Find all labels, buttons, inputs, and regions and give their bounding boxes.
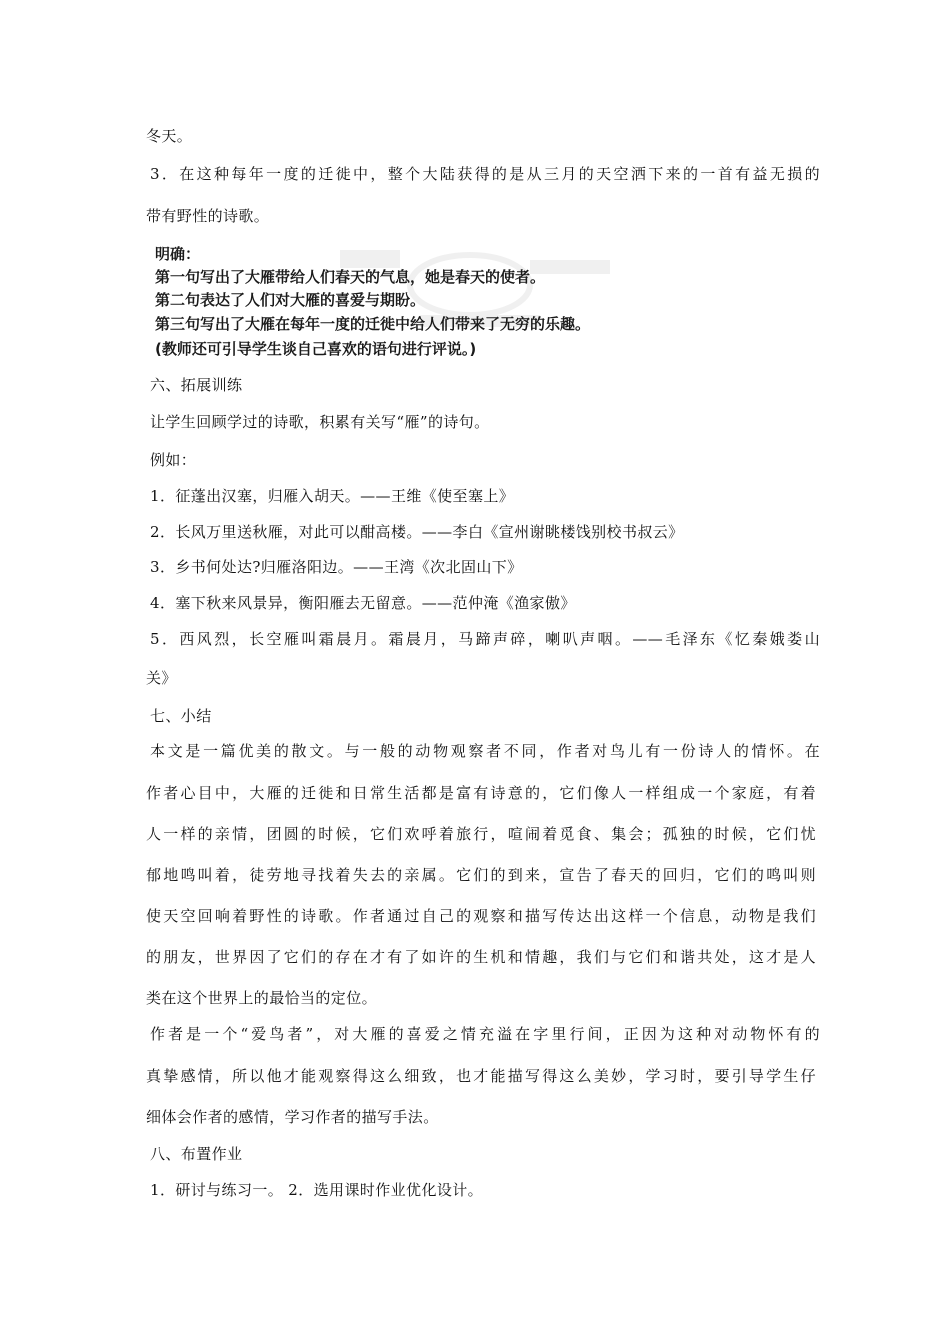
text-line: 细体会作者的感情，学习作者的描写手法。 [146, 1108, 439, 1126]
poem-line: 3．乡书何处达?归雁洛阳边。——王湾《次北固山下》 [150, 558, 523, 576]
poem-line: 2．长风万里送秋雁，对此可以酣高楼。——李白《宣州谢眺楼饯别校书叔云》 [150, 523, 684, 541]
text-line: 例如： [150, 451, 197, 469]
answer-title: 明确： [155, 245, 201, 263]
answer-line: 第一句写出了大雁带给人们春天的气息，她是春天的使者。 [155, 268, 546, 286]
section-heading: 七、小结 [150, 707, 212, 725]
text-line: 的朋友，世界因了它们的存在才有了如许的生机和情趣，我们与它们和谐共处，这才是人 [146, 948, 816, 966]
text-line: 3．在这种每年一度的迁徙中，整个大陆获得的是从三月的天空洒下来的一首有益无损的 [150, 165, 820, 183]
text-line: 郁地鸣叫着，徒劳地寻找着失去的亲属。它们的到来，宣告了春天的回归，它们的鸣叫则 [146, 866, 816, 884]
poem-line: 关》 [146, 669, 177, 687]
text-line: 1．研讨与练习一。 2．选用课时作业优化设计。 [150, 1181, 484, 1199]
answer-line: 第二句表达了人们对大雁的喜爱与期盼。 [155, 291, 426, 309]
text-line: 类在这个世界上的最恰当的定位。 [146, 989, 378, 1007]
text-line: 带有野性的诗歌。 [146, 207, 270, 225]
text-line: 使天空回响着野性的诗歌。作者通过自己的观察和描写传达出这样一个信息，动物是我们 [146, 907, 816, 925]
section-heading: 六、拓展训练 [150, 376, 243, 394]
answer-line: (教师还可引导学生谈自己喜欢的语句进行评说。) [155, 340, 477, 358]
text-line: 人一样的亲情，团圆的时候，它们欢呼着旅行，喧闹着觅食、集会；孤独的时候，它们忧 [146, 825, 816, 843]
section-heading: 八、布置作业 [150, 1145, 243, 1163]
poem-line: 5．西风烈，长空雁叫霜晨月。霜晨月，马蹄声碎，喇叭声咽。——毛泽东《忆秦娥娄山 [150, 630, 820, 648]
poem-line: 1．征蓬出汉塞，归雁入胡天。——王维《使至塞上》 [150, 487, 515, 505]
text-line: 本文是一篇优美的散文。与一般的动物观察者不同，作者对鸟儿有一份诗人的情怀。在 [150, 742, 820, 760]
text-line: 让学生回顾学过的诗歌，积累有关写“雁”的诗句。 [150, 413, 490, 431]
poem-line: 4．塞下秋来风景异，衡阳雁去无留意。——范仲淹《渔家傲》 [150, 594, 576, 612]
answer-line: 第三句写出了大雁在每年一度的迁徙中给人们带来了无穷的乐趣。 [155, 315, 591, 333]
text-line: 作者是一个“爱鸟者”，对大雁的喜爱之情充溢在字里行间，正因为这种对动物怀有的 [150, 1025, 820, 1043]
text-line: 作者心目中，大雁的迁徙和日常生活都是富有诗意的，它们像人一样组成一个家庭，有着 [146, 784, 816, 802]
text-line: 真挚感情，所以他才能观察得这么细致，也才能描写得这么美妙，学习时，要引导学生仔 [146, 1067, 816, 1085]
text-line: 冬天。 [146, 127, 193, 145]
